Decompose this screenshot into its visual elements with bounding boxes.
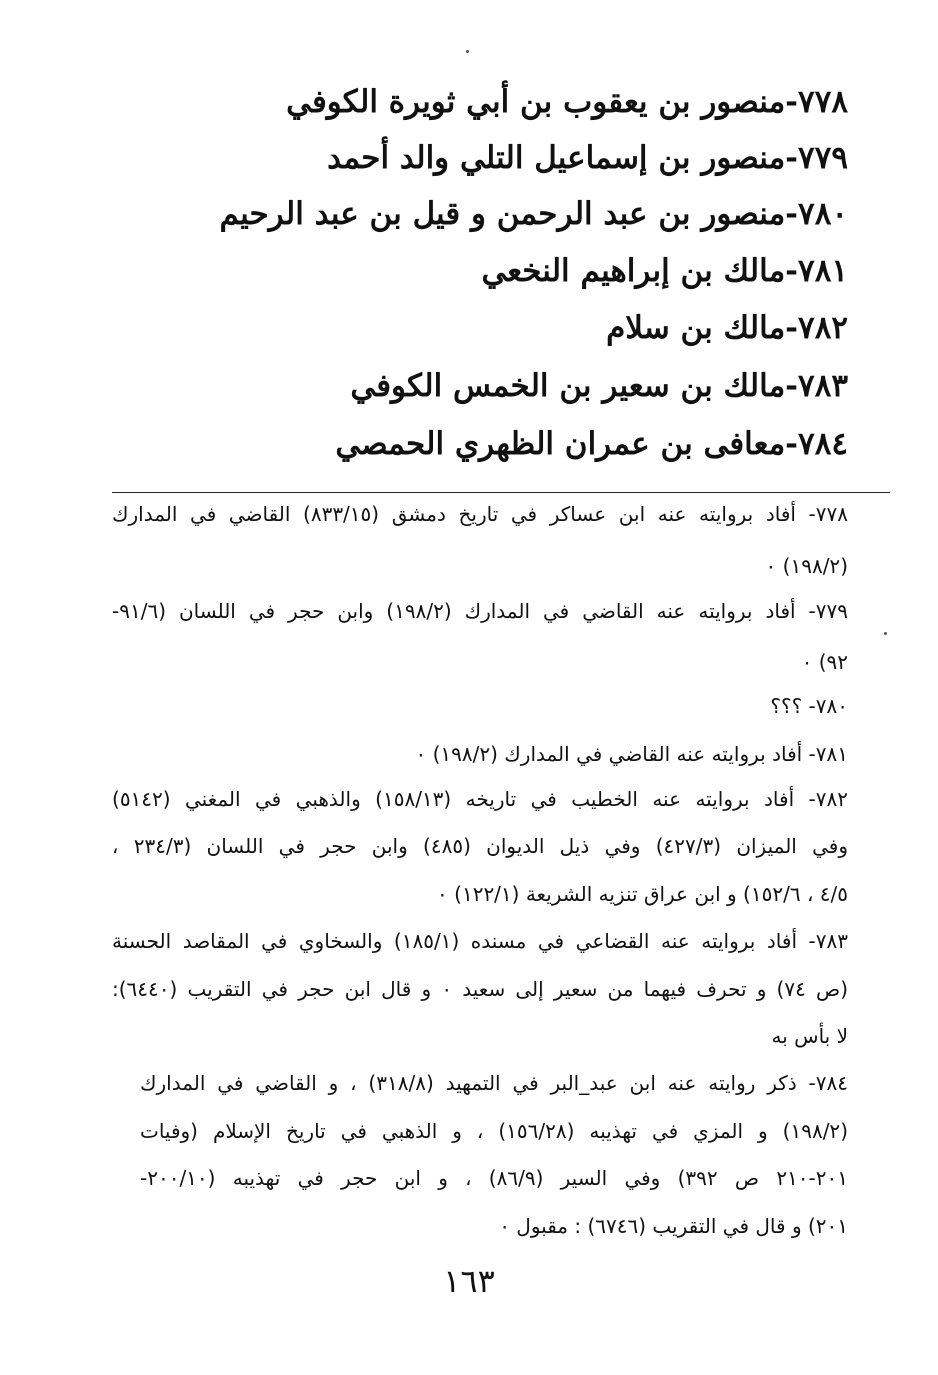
footnote-line: (١٩٨/٢) و المزي في تهذيبه (١٥٦/٢٨) ، و الذهبي في تاريخ الإسلام (وفيات bbox=[140, 1119, 848, 1143]
page-number: ١٦٣ bbox=[443, 1262, 495, 1300]
footnote-line: (١٩٨/٢) ٠ bbox=[765, 554, 848, 578]
entry-781: ٧٨١-مالك بن إبراهيم النخعي bbox=[481, 253, 848, 289]
footnote-line: ٤/٥ ، ١٥٢/٦) و ابن عراق تنزيه الشريعة (١٢٢/١) ٠ bbox=[437, 882, 848, 906]
footnote-line: ٧٧٩- أفاد بروايته عنه القاضي في المدارك (١٩٨/٢) وابن حجر في اللسان (٩١/٦- bbox=[112, 599, 848, 623]
entry-783: ٧٨٣-مالك بن سعير بن الخمس الكوفي bbox=[350, 368, 848, 404]
footnote-line: ٧٨٢- أفاد بروايته عنه الخطيب في تاريخه (١٥٨/١٣) والذهبي في المغني (٥١٤٢) bbox=[112, 787, 849, 811]
footnote-line: وفي الميزان (٤٢٧/٣) وفي ذيل الديوان (٤٨٥) وابن حجر في اللسان (٢٣٤/٣ ، bbox=[112, 834, 848, 858]
entry-782: ٧٨٢-مالك بن سلام bbox=[606, 310, 848, 346]
footnote-line: لا بأس به bbox=[771, 1024, 848, 1048]
footnote-separator bbox=[112, 492, 890, 493]
footnote-line: ٩٢) ٠ bbox=[801, 650, 848, 674]
footnote-line: ٧٧٨- أفاد بروايته عنه ابن عساكر في تاريخ دمشق (٨٣٣/١٥) القاضي في المدارك bbox=[112, 502, 849, 526]
entry-780: ٧٨٠-منصور بن عبد الرحمن و قيل بن عبد الرحيم bbox=[219, 196, 848, 232]
scan-speck bbox=[884, 632, 887, 635]
footnote-line: ٧٨٠- ؟؟؟ bbox=[770, 694, 848, 718]
entry-784: ٧٨٤-معافى بن عمران الظهري الحمصي bbox=[335, 426, 848, 462]
entry-778: ٧٧٨-منصور بن يعقوب بن أبي ثويرة الكوفي bbox=[286, 84, 848, 120]
footnote-line: ٧٨١- أفاد بروايته عنه القاضي في المدارك (١٩٨/٢) ٠ bbox=[415, 742, 848, 766]
footnote-line: (ص ٧٤) و تحرف فيهما من سعير إلى سعيد ٠ و قال ابن حجر في التقريب (٦٤٤٠): bbox=[112, 977, 849, 1001]
scan-speck bbox=[466, 50, 469, 53]
footnote-line: ٢٠١) و قال في التقريب (٦٧٤٦) : مقبول ٠ bbox=[499, 1214, 848, 1238]
entry-779: ٧٧٩-منصور بن إسماعيل التلي والد أحمد bbox=[327, 140, 848, 176]
footnote-line: ٢٠١-٢١٠ ص ٣٩٢) وفي السير (٨٦/٩) ، و ابن حجر في تهذيبه (٢٠٠/١٠- bbox=[140, 1166, 848, 1190]
footnote-line: ٧٨٣- أفاد بروايته عنه القضاعي في مسنده (١٨٥/١) والسخاوي في المقاصد الحسنة bbox=[112, 929, 849, 953]
footnote-line: ٧٨٤- ذكر روايته عنه ابن عبد_البر في التمهيد (٣١٨/٨) ، و القاضي في المدارك bbox=[140, 1071, 849, 1095]
